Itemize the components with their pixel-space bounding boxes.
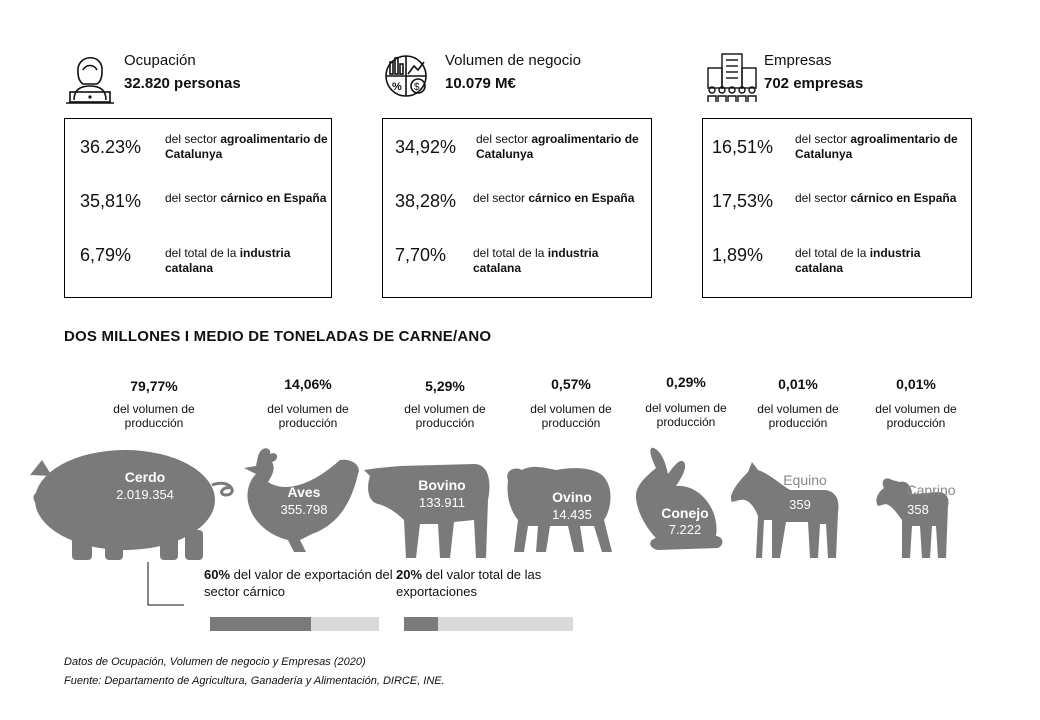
bracket-line [146,562,186,608]
export-bar-carne-fill [210,617,311,631]
card-pct: 6,79% [80,245,132,265]
pig-icon [30,450,232,560]
kpi-title-negocio: Volumen de negocio [445,52,581,69]
share-label-cerdo: 79,77% [130,378,178,394]
card-pct: 1,89% [712,245,764,265]
card-negocio [382,118,652,298]
animal-value-ovino: 14.435 [552,507,592,522]
share-desc-bovino: del volumen de producción [404,402,486,430]
share-label-conejo: 0,29% [666,374,706,390]
animal-label-conejo: Conejo [661,505,709,521]
animal-label-caprino: Caprino [906,482,956,498]
card-desc: del sector cárnico en España [165,191,327,205]
animal-value-bovino: 133.911 [418,495,466,510]
export-bar-total [404,617,573,631]
share-label-caprino: 0,01% [896,376,936,392]
share-desc-conejo: del volumen de producción [645,401,727,429]
share-desc-cerdo: del volumen de producción [113,402,195,430]
card-pct: 38,28% [395,191,457,211]
kpi-title-empresas: Empresas [764,52,832,69]
hen-icon [244,448,359,552]
card-desc: del total de la industria catalana [473,246,599,275]
share-label-bovino: 5,29% [425,378,465,394]
animal-label-aves: Aves [287,484,321,500]
card-ocupacion [64,118,332,298]
export-bar-carne [210,617,379,631]
kpi-value-ocupacion: 32.820 personas [124,75,241,92]
card-pct: 16,51% [712,137,774,157]
card-desc: del total de la industria catalana [795,246,921,275]
kpi-value-negocio: 10.079 M€ [445,75,516,92]
kpi-title-ocupacion: Ocupación [124,52,196,69]
card-desc: del sector cárnico en España [473,191,635,205]
card-pct: 7,70% [395,245,447,265]
card-empresas [702,118,972,298]
animal-label-equino: Equino [783,472,827,488]
animal-value-caprino: 358 [907,502,929,517]
share-desc-caprino: del volumen de producción [875,402,957,430]
card-pct: 35,81% [80,191,142,211]
animal-label-ovino: Ovino [552,489,592,505]
export-bar-total-fill [404,617,438,631]
card-desc: del total de la industria catalana [165,246,291,275]
share-desc-equino: del volumen de producción [757,402,839,430]
card-pct: 36.23% [80,137,142,157]
animal-value-conejo: 7.222 [668,522,702,537]
business-chart-icon [384,48,444,106]
animal-silhouettes [0,440,1040,565]
animal-value-equino: 359 [789,497,811,512]
section-title: DOS MILLONES I MEDIO DE TONELADAS DE CARNE/ANO [64,328,492,345]
share-label-equino: 0,01% [778,376,818,392]
kpi-value-empresas: 702 empresas [764,75,864,92]
animal-label-cerdo: Cerdo [124,469,166,485]
company-building-icon [704,48,764,106]
animal-value-cerdo: 2.019.354 [116,487,174,502]
card-desc: del sector cárnico en España [795,191,957,205]
animal-label-bovino: Bovino [418,477,466,493]
share-desc-ovino: del volumen de producción [530,402,612,430]
share-label-aves: 14,06% [284,376,332,392]
share-desc-aves: del volumen de producción [267,402,349,430]
export-note-total: 20% del valor total de las exportaciones [396,567,542,599]
footer-note: Datos de Ocupación, Volumen de negocio y Empresas (2020) [64,656,366,668]
share-label-ovino: 0,57% [551,376,591,392]
card-desc: del sector agroalimentario de Catalunya [165,132,328,161]
svg-text:%: % [392,81,402,93]
svg-text:$: $ [414,82,420,93]
card-desc: del sector agroalimentario de Catalunya [795,132,958,161]
footer-source: Fuente: Departamento de Agricultura, Ganadería y Alimentación, DIRCE, INE. [64,675,445,687]
card-pct: 17,53% [712,191,774,211]
export-note-carne: 60% del valor de exportación del sector cárnico [204,567,393,599]
card-pct: 34,92% [395,137,457,157]
animal-value-aves: 355.798 [280,502,328,517]
card-desc: del sector agroalimentario de Catalunya [476,132,639,161]
worker-icon [64,48,124,106]
